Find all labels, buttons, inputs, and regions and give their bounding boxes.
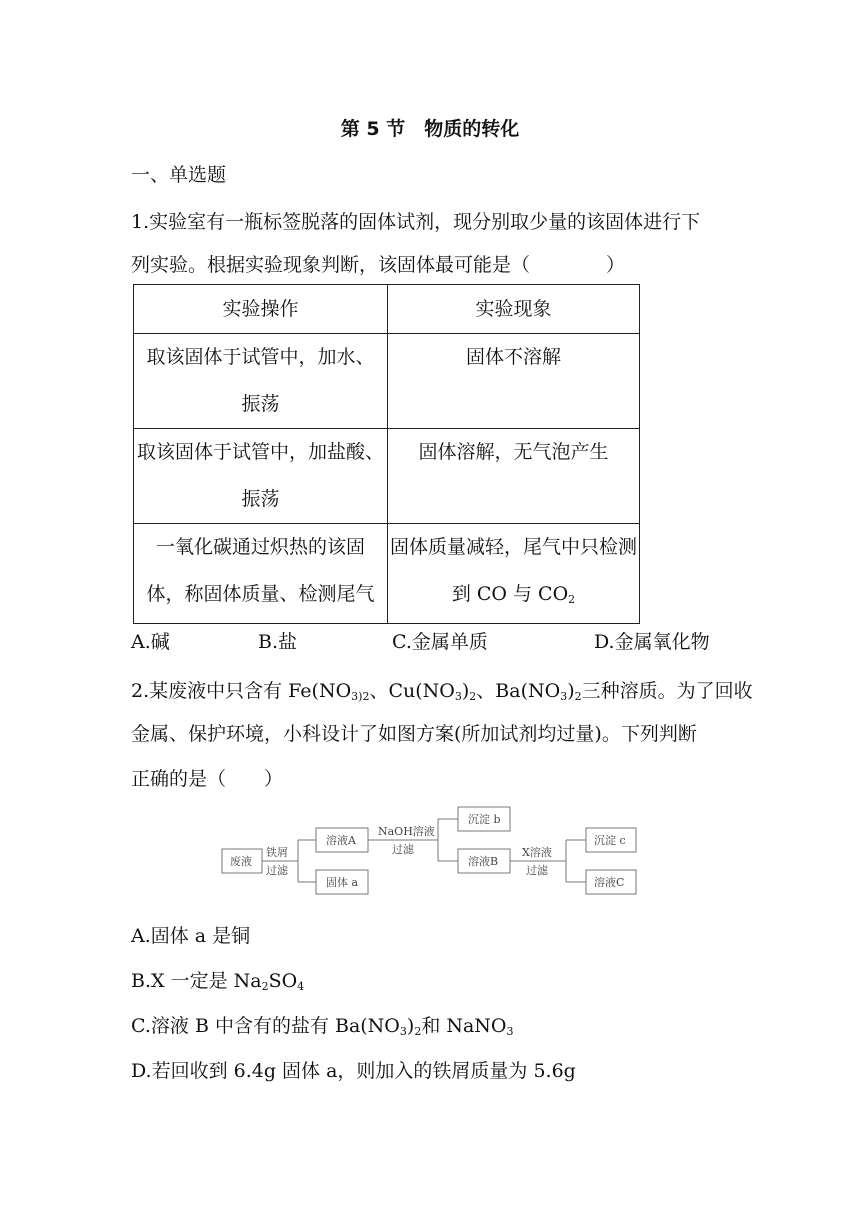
waste-label: 废液 bbox=[230, 855, 252, 868]
question-2-line-3: 正确的是（ ） bbox=[131, 768, 284, 790]
phenomenon-cell bbox=[388, 334, 640, 429]
question-2-line-2: 金属、保护环境，小科设计了如图方案(所加试剂均过量)。下列判断 bbox=[131, 723, 697, 745]
solution-b-label: 溶液B bbox=[468, 855, 499, 868]
operation-line: 一氧化碳通过炽热的该固 bbox=[155, 536, 365, 558]
operation-line: 取该固体于试管中，加水、 bbox=[146, 346, 375, 368]
option-a: A.碱 bbox=[131, 631, 170, 653]
operation-cell bbox=[134, 334, 388, 429]
table-row bbox=[134, 334, 640, 429]
table-header-phenomenon: 实验现象 bbox=[388, 285, 640, 334]
question-2-line-1: 2.某废液中只含有 $Fe(NO_{3)2}$、$Cu(NO_3)_2$、$Ba(NO_3)_2$三种溶质。为了回收 bbox=[131, 680, 753, 703]
phenomenon-line: 固体溶解，无气泡产生 bbox=[418, 441, 609, 463]
solution-a-label: 溶液A bbox=[326, 834, 356, 847]
phenomenon-cell bbox=[388, 524, 640, 624]
filter-label-1: 过滤 bbox=[266, 864, 288, 877]
page-title: 第 5 节 物质的转化 bbox=[340, 118, 520, 140]
table-row bbox=[134, 429, 640, 524]
q2-option-d: D.若回收到 6.4g 固体 a，则加入的铁屑质量为 5.6g bbox=[131, 1060, 576, 1082]
precipitate-b-label: 沉淀 b bbox=[468, 813, 501, 826]
phenomenon-line: 固体质量减轻，尾气中只检测 bbox=[390, 536, 638, 558]
precipitate-c-label: 沉淀 c bbox=[594, 834, 626, 847]
operation-cell bbox=[134, 429, 388, 524]
filter-label-3: 过滤 bbox=[526, 864, 548, 877]
option-d: D.金属氧化物 bbox=[594, 631, 710, 653]
phenomenon-line: 到 CO 与 $CO_2$ bbox=[451, 583, 576, 606]
solid-a-label: 固体 a bbox=[326, 876, 359, 889]
section-heading: 一、单选题 bbox=[131, 164, 227, 186]
solution-c-label: 溶液C bbox=[594, 876, 625, 889]
operation-line: 体，称固体质量、检测尾气 bbox=[146, 583, 375, 605]
operation-line: 振荡 bbox=[241, 488, 280, 510]
q2-option-b: B.X 一定是 $Na_2SO_4$ bbox=[131, 970, 305, 993]
x-solution-label: X溶液 bbox=[522, 846, 552, 859]
operation-line: 取该固体于试管中，加盐酸、 bbox=[136, 441, 384, 463]
option-b: B.盐 bbox=[258, 631, 298, 653]
phenomenon-line: 固体不溶解 bbox=[465, 346, 561, 368]
naoh-label: NaOH溶液 bbox=[378, 825, 435, 838]
iron-label: 铁屑 bbox=[266, 846, 288, 859]
table-row bbox=[134, 524, 640, 624]
question-1-line-1: 1.实验室有一瓶标签脱落的固体试剂，现分别取少量的该固体进行下 bbox=[131, 211, 701, 233]
process-flow-diagram bbox=[220, 805, 640, 897]
operation-line: 振荡 bbox=[241, 393, 280, 415]
q2-option-a: A.固体 a 是铜 bbox=[131, 925, 251, 947]
option-c: C.金属单质 bbox=[392, 631, 488, 653]
table-header-operation: 实验操作 bbox=[134, 285, 388, 334]
experiment-table bbox=[133, 284, 640, 624]
phenomenon-cell bbox=[388, 429, 640, 524]
question-1-line-2: 列实验。根据实验现象判断，该固体最可能是（ ） bbox=[131, 254, 626, 276]
filter-label-2: 过滤 bbox=[392, 843, 414, 856]
operation-cell bbox=[134, 524, 388, 624]
q2-option-c: C.溶液 B 中含有的盐有 $Ba(NO_3)_2$和 NaNO$_3$ bbox=[131, 1015, 514, 1038]
